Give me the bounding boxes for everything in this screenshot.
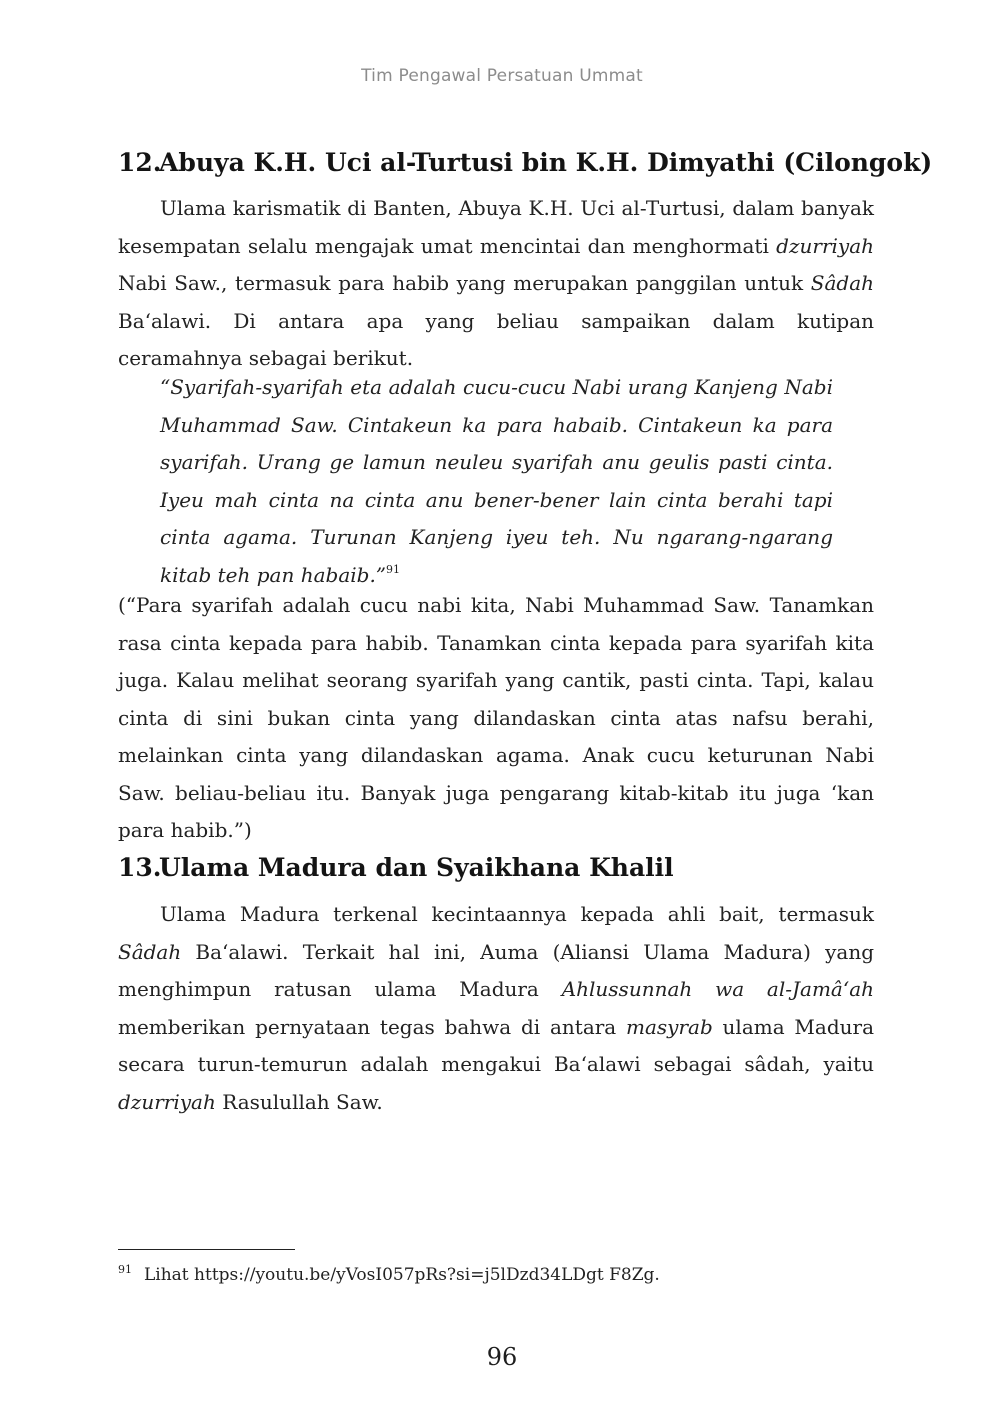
section-13-number: 13. — [118, 853, 162, 882]
footnote-mark: 91 — [118, 1263, 132, 1276]
section-13-heading — [118, 853, 674, 882]
footnote-text: Lihat https://youtu.be/yVosI057pRs?si=j5lDzd34LDgt F8Zg. — [144, 1265, 660, 1285]
section-12-number: 12. — [118, 148, 162, 177]
section-12-intro: Ulama karismatik di Banten, Abuya K.H. Uci al-Turtusi, dalam banyak kesempatan selalu mengajak umat mencintai dan menghormati dzurriyah Nabi Saw., termasuk para habib yang merupakan panggilan untuk Sâdah Ba‘alawi. Di antara apa yang beliau sampaikan dalam kutipan ceramahnya sebagai berikut. — [118, 196, 874, 370]
running-header: Tim Pengawal Persatuan Ummat — [361, 66, 643, 86]
section-13-body: Ulama Madura terkenal kecintaannya kepada ahli bait, termasuk Sâdah Ba‘alawi. Terkait hal ini, Auma (Aliansi Ulama Madura) yang menghimpun ratusan ulama Madura Ahlussunnah wa al-Jamâ‘ah memberikan pernyataan tegas bahwa di antara masyrab ulama Madura secara turun-temurun adalah mengakui Ba‘alawi sebagai sâdah, yaitu dzurriyah Rasulullah Saw. — [118, 902, 875, 1114]
footnote — [118, 1263, 874, 1285]
quote-translation: (“Para syarifah adalah cucu nabi kita, Nabi Muhammad Saw. Tanamkan rasa cinta kepada para habib. Tanamkan cinta kepada para syarifah kita juga. Kalau melihat seorang syarifah yang cantik, pasti cinta. Tapi, kalau cinta di sini bukan cinta yang dilandaskan cinta atas nafsu berahi, melainkan cinta yang dilandaskan agama. Anak cucu keturunan Nabi Saw. beliau-beliau itu. Banyak juga pengarang kitab-kitab itu juga ‘kan para habib.”) — [118, 593, 874, 842]
sundanese-quote: “Syarifah-syarifah eta adalah cucu-cucu Nabi urang Kanjeng Nabi Muhammad Saw. Cintakeun ka para habaib. Cintakeun ka para syarifah. Urang ge lamun neuleu syarifah anu geulis pasti cinta. Iyeu mah cinta na cinta anu bener-bener lain cinta berahi tapi cinta agama. Turunan Kanjeng iyeu teh. Nu ngarang-ngarang kitab teh pan habaib.”$^{91}$ — [160, 375, 833, 587]
footnote-divider — [118, 1249, 295, 1250]
page-number: 96 — [486, 1343, 518, 1371]
footnote-ref[interactable]: 91 — [386, 562, 401, 576]
section-12-title: Abuya K.H. Uci al-Turtusi bin K.H. Dimyathi (Cilongok) — [159, 148, 933, 177]
section-13-title: Ulama Madura dan Syaikhana Khalil — [159, 853, 674, 882]
section-12-heading — [118, 148, 932, 177]
